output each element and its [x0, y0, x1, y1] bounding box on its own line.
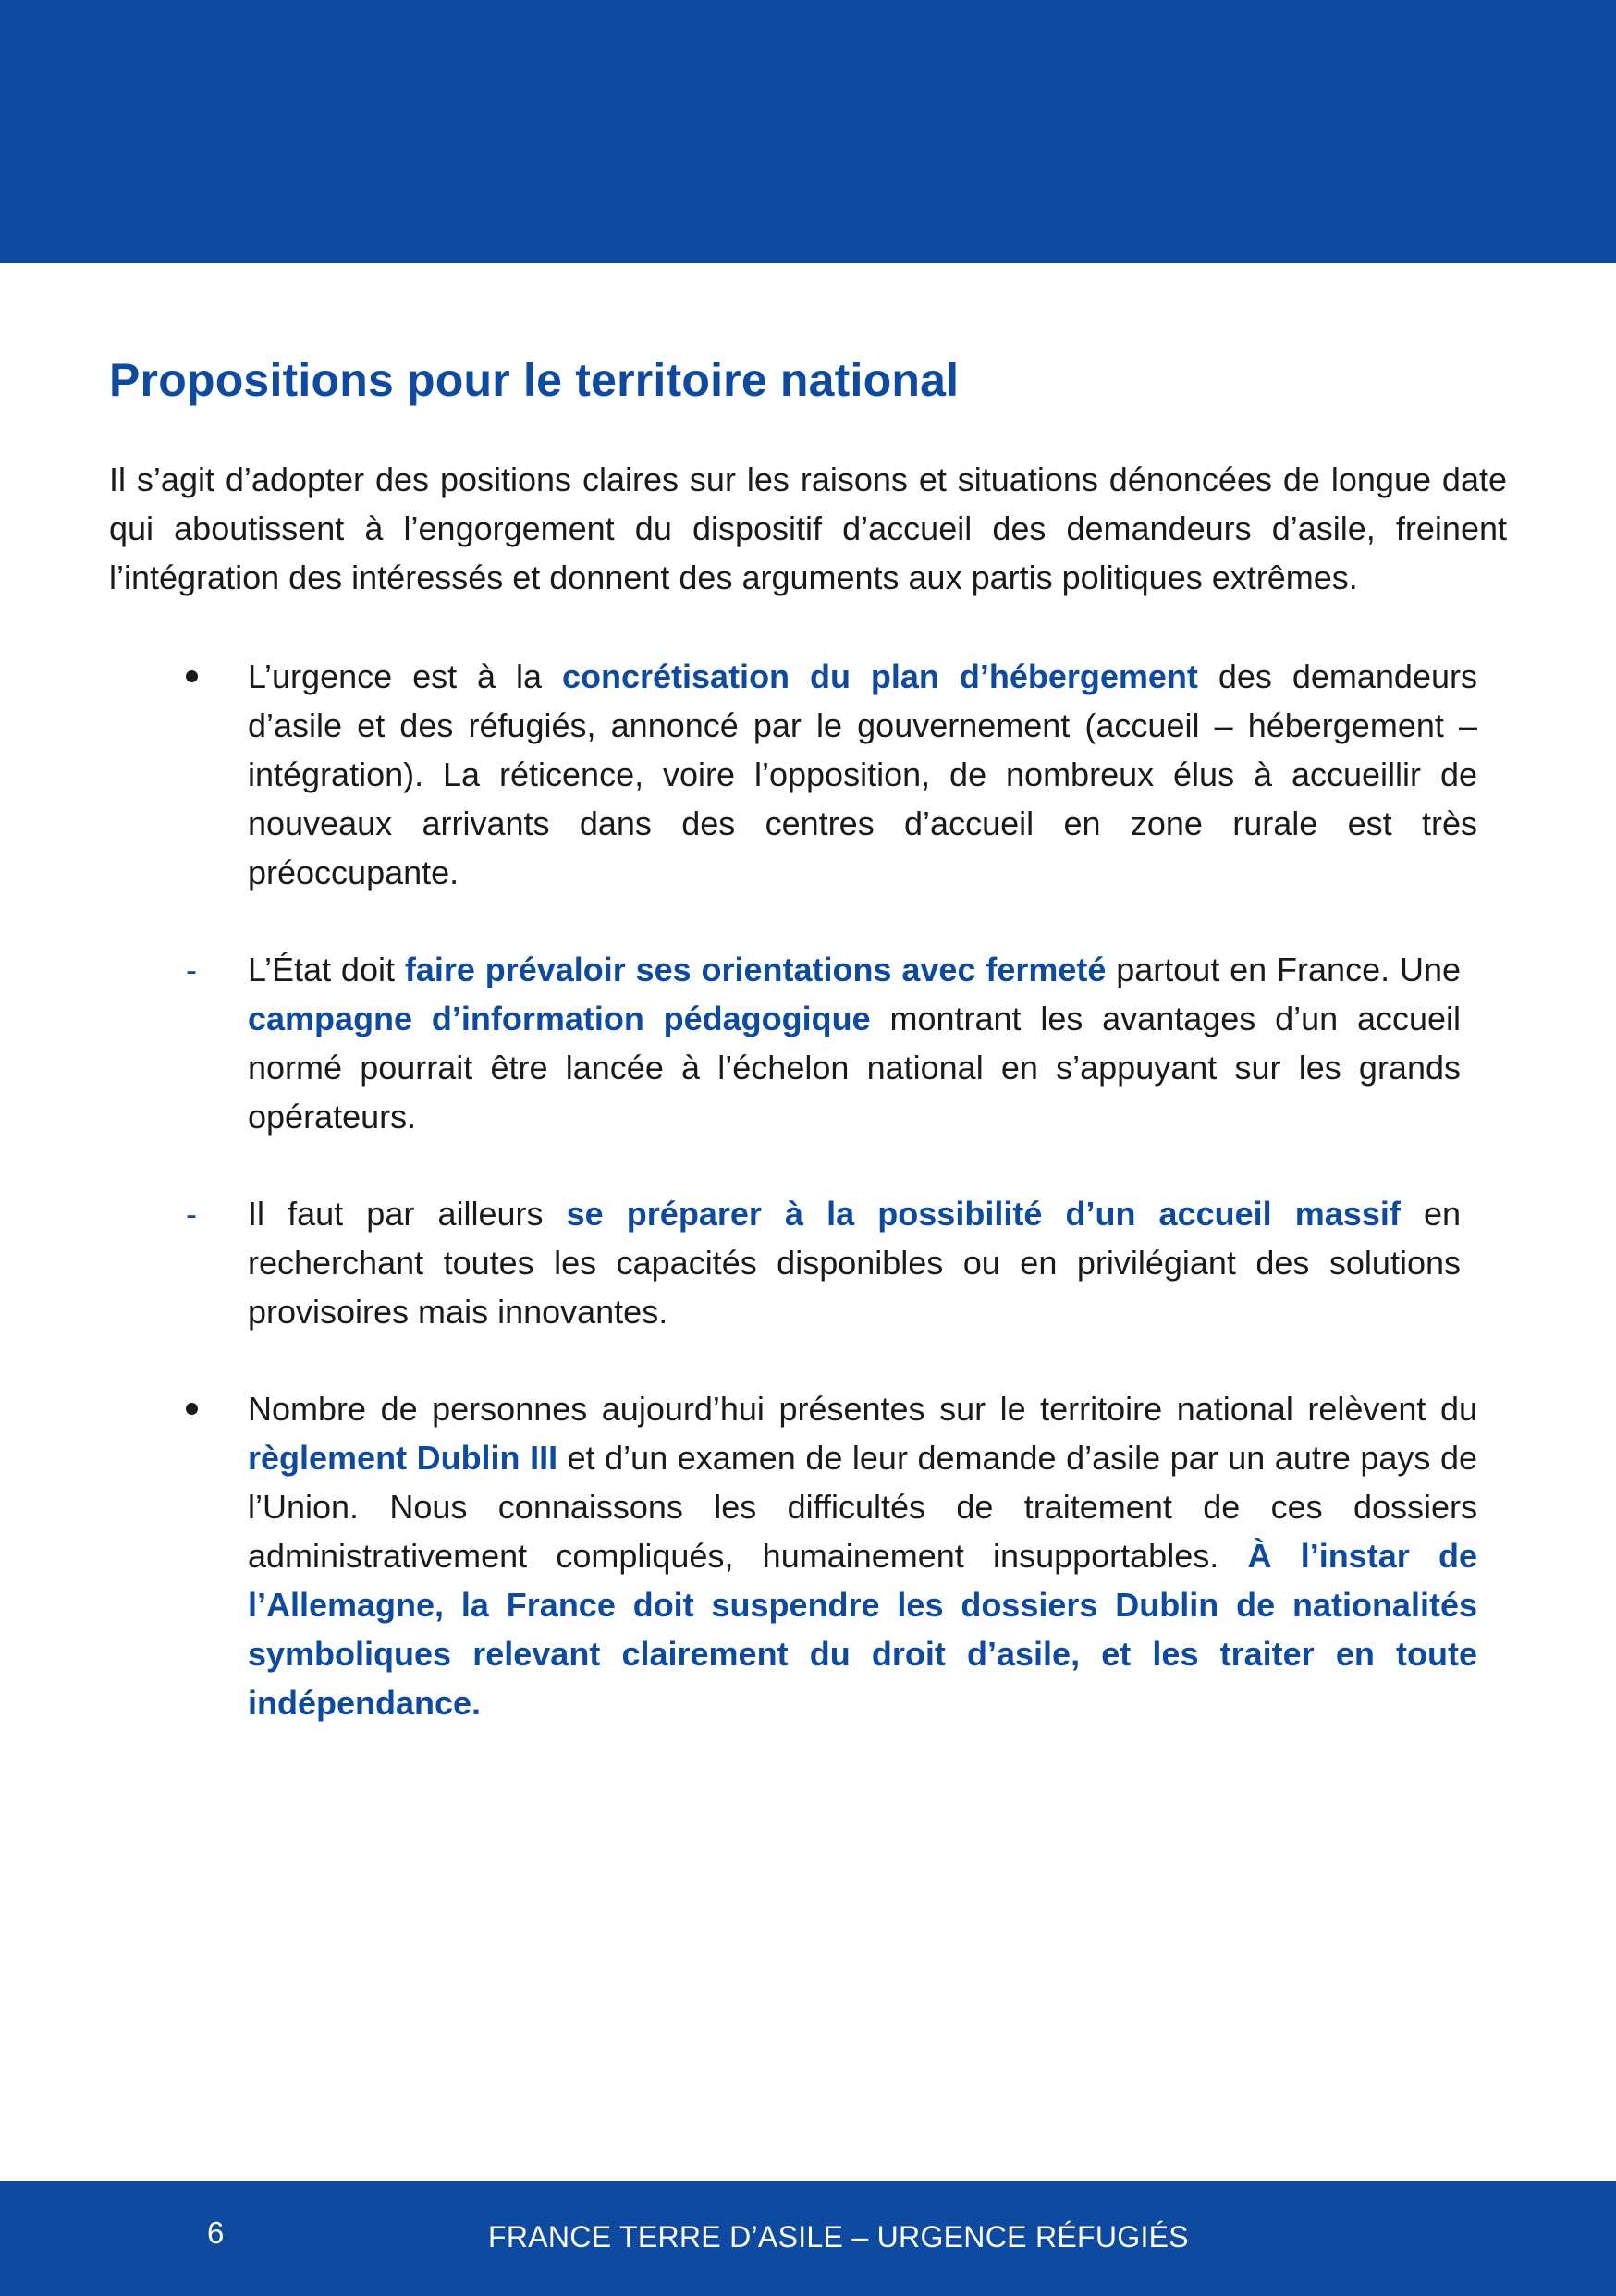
page-title: Propositions pour le territoire national — [109, 354, 960, 406]
intro-paragraph: Il s’agit d’adopter des positions claires sur les raisons et situations dénoncées de longue date qui aboutissent à l’engorgement du dispositif d’accueil des demandeurs d’asile, freinent l’intégration des intéressés et donnent des arguments aux partis politiques extrêmes. — [109, 460, 1507, 596]
document-body — [109, 351, 1507, 1775]
list-item — [109, 1384, 1477, 1727]
item-highlight: règlement Dublin III — [248, 1439, 558, 1477]
item-text: en recherchant toutes les capacités disponibles ou en privilégiant des solutions provisoires mais innovantes. — [248, 1195, 1462, 1331]
dash-marker: - — [186, 1195, 197, 1233]
page-number: 6 — [207, 2216, 225, 2250]
item-highlight: faire prévaloir ses orientations avec fermeté — [404, 951, 1107, 988]
item-text: partout en France. Une — [1106, 951, 1461, 988]
item-text: et d’un examen de leur demande d’asile par un autre pays de l’Union. Nous connaissons les difficultés de traitement de ces dossiers administrativement compliqués, humainement insupportables. — [248, 1439, 1477, 1575]
item-text: Il faut par ailleurs — [248, 1195, 567, 1233]
item-highlight: campagne d’information pédagogique — [248, 1000, 871, 1037]
list-item — [109, 1189, 1461, 1336]
item-highlight: concrétisation du plan d’hébergement — [561, 657, 1198, 695]
bullet-marker — [178, 1384, 205, 1433]
footer-band — [0, 2181, 1616, 2296]
proposals-list — [109, 652, 1507, 1727]
item-highlight: À l’instar de l’Allemagne, la France doit suspendre les dossiers Dublin de nationalités symboliques relevant clairement du droit d’asile, et les traiter en toute indépendance. — [248, 1537, 1477, 1722]
bullet-marker — [178, 652, 205, 701]
item-text: L’urgence est à la — [248, 657, 562, 695]
item-text: Nombre de personnes aujourd’hui présentes sur le territoire national relèvent du — [248, 1390, 1477, 1428]
item-text: L’État doit — [248, 951, 405, 988]
footer-title: FRANCE TERRE D’ASILE – URGENCE RÉFUGIÉS — [488, 2220, 1189, 2253]
list-item — [109, 652, 1477, 897]
item-text: des demandeurs d’asile et des réfugiés, annoncé par le gouvernement (accueil – hébergement – intégration). La réticence, voire l’opposition, de nombreux élus à accueillir de nouveaux arrivants dans des centres d’accueil en zone rurale est très préoccupante. — [248, 657, 1477, 891]
dash-marker: - — [186, 951, 197, 988]
list-item — [109, 945, 1461, 1141]
item-text: montrant les avantages d’un accueil normé pourrait être lancée à l’échelon national en s’appuyant sur les grands opérateurs. — [248, 1000, 1462, 1136]
header-band — [0, 0, 1616, 263]
item-highlight: se préparer à la possibilité d’un accueil massif — [566, 1195, 1401, 1233]
